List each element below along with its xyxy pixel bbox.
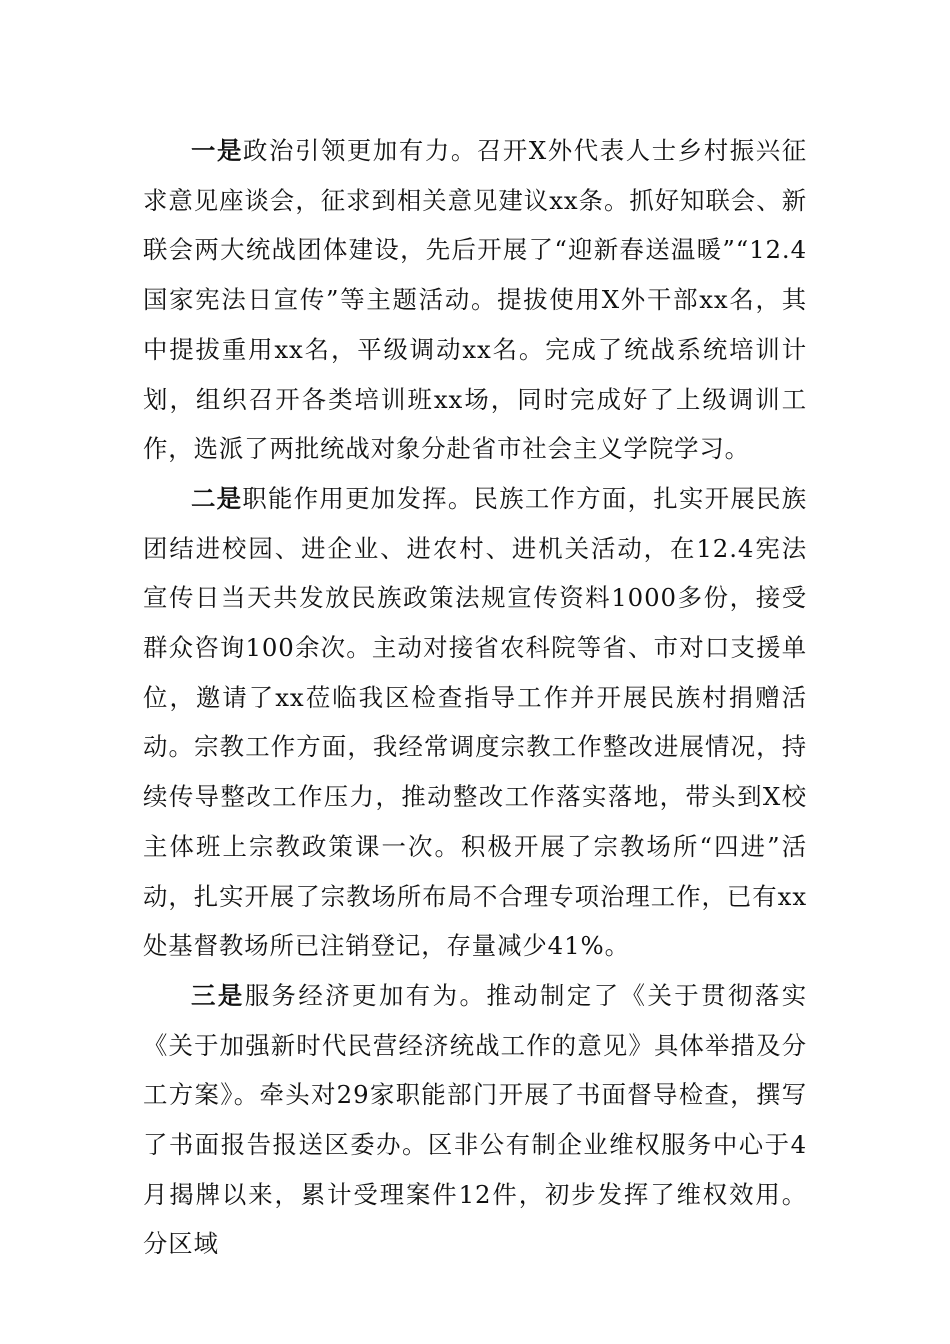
- paragraph-1-lead: 一是: [191, 136, 243, 165]
- paragraph-2-text: 职能作用更加发挥。民族工作方面，扎实开展民族团结进校园、进企业、进农村、进机关活动，在12.4宪法宣传日当天共发放民族政策法规宣传资料1000多份，接受群众咨询100余次。主动对接省农科院等省、市对口支援单位，邀请了xx莅临我区检查指导工作并开展民族村捐赠活动。宗教工作方面，我经常调度宗教工作整改进展情况，持续传导整改工作压力，推动整改工作落实落地，带头到X校主体班上宗教政策课一次。积极开展了宗教场所“四进”活动，扎实开展了宗教场所布局不合理专项治理工作，已有xx处基督教场所已注销登记，存量减少41%。: [143, 483, 807, 961]
- paragraph-2: [143, 474, 807, 971]
- paragraph-1-text: 政治引领更加有力。召开X外代表人士乡村振兴征求意见座谈会，征求到相关意见建议xx条。抓好知联会、新联会两大统战团体建设，先后开展了“迎新春送温暖”“12.4国家宪法日宣传”等主题活动。提拔使用X外干部xx名，其中提拔重用xx名，平级调动xx名。完成了统战系统培训计划，组织召开各类培训班xx场，同时完成好了上级调训工作，选派了两批统战对象分赴省市社会主义学院学习。: [143, 136, 807, 464]
- paragraph-2-lead: 二是: [191, 483, 243, 513]
- paragraph-3-text: 服务经济更加有为。推动制定了《关于贯彻落实《关于加强新时代民营经济统战工作的意见》具体举措及分工方案》。牵头对29家职能部门开展了书面督导检查，撰写了书面报告报送区委办。区非公有制企业维权服务中心于4月揭牌以来，累计受理案件12件，初步发挥了维权效用。分区域: [143, 980, 807, 1259]
- paragraph-1: [143, 126, 807, 474]
- paragraph-3-lead: 三是: [191, 980, 245, 1010]
- paragraph-3: [143, 971, 807, 1269]
- document-page: [143, 126, 807, 1269]
